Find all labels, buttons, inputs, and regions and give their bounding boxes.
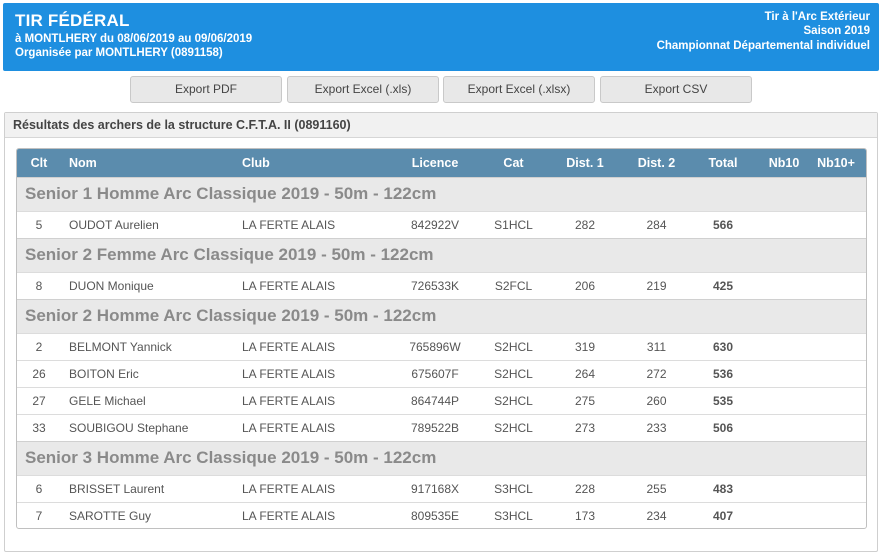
table-row [17, 387, 866, 414]
cell-licence: 809535E [384, 502, 486, 529]
cell-clt: 27 [17, 387, 61, 414]
category-group-title: Senior 1 Homme Arc Classique 2019 - 50m - 122cm [17, 177, 866, 211]
cell-cat: S2FCL [486, 272, 541, 299]
table-row [17, 333, 866, 360]
export-xlsx-button[interactable]: Export Excel (.xlsx) [443, 76, 595, 103]
event-title: TIR FÉDÉRAL [15, 11, 130, 30]
table-row [17, 414, 866, 441]
category-group-row [17, 299, 866, 333]
cell-nb10 [762, 502, 806, 529]
results-table-wrapper [16, 148, 867, 529]
cell-cat: S3HCL [486, 502, 541, 529]
cell-nb10plus [806, 333, 866, 360]
cell-cat: S2HCL [486, 414, 541, 441]
results-table [17, 149, 866, 529]
cell-dist1: 228 [541, 475, 629, 502]
cell-nom: BOITON Eric [61, 360, 234, 387]
cell-nb10plus [806, 360, 866, 387]
cell-dist1: 319 [541, 333, 629, 360]
cell-nb10plus [806, 475, 866, 502]
cell-licence: 765896W [384, 333, 486, 360]
col-header-dist1[interactable]: Dist. 1 [566, 155, 604, 170]
event-location-dates: à MONTLHERY du 08/06/2019 au 09/06/2019 [15, 33, 253, 45]
cell-dist2: 233 [629, 414, 684, 441]
cell-total: 535 [684, 387, 762, 414]
table-row [17, 360, 866, 387]
cell-nom: OUDOT Aurelien [61, 211, 234, 238]
cell-nom: BELMONT Yannick [61, 333, 234, 360]
cell-total: 425 [684, 272, 762, 299]
cell-club: LA FERTE ALAIS [234, 360, 384, 387]
category-group-title: Senior 2 Femme Arc Classique 2019 - 50m - 122cm [17, 238, 866, 272]
cell-licence: 917168X [384, 475, 486, 502]
cell-dist1: 273 [541, 414, 629, 441]
cell-nb10 [762, 360, 806, 387]
col-header-nb10plus[interactable]: Nb10+ [817, 155, 855, 170]
cell-nb10plus [806, 502, 866, 529]
cell-cat: S2HCL [486, 333, 541, 360]
table-header-row [17, 149, 866, 177]
cell-licence: 842922V [384, 211, 486, 238]
col-header-clt[interactable]: Clt [30, 155, 48, 170]
col-header-nb10[interactable]: Nb10 [768, 155, 800, 170]
results-panel [4, 112, 878, 552]
cell-cat: S2HCL [486, 360, 541, 387]
cell-dist1: 264 [541, 360, 629, 387]
export-pdf-button[interactable]: Export PDF [130, 76, 282, 103]
cell-total: 407 [684, 502, 762, 529]
cell-dist2: 272 [629, 360, 684, 387]
cell-clt: 26 [17, 360, 61, 387]
cell-dist2: 234 [629, 502, 684, 529]
panel-title: Résultats des archers de la structure C.F.T.A. II (0891160) [5, 113, 877, 138]
cell-dist1: 282 [541, 211, 629, 238]
cell-club: LA FERTE ALAIS [234, 211, 384, 238]
col-header-cat[interactable]: Cat [503, 155, 524, 170]
event-season: Saison 2019 [803, 25, 870, 37]
cell-dist2: 284 [629, 211, 684, 238]
table-row [17, 272, 866, 299]
cell-nb10 [762, 414, 806, 441]
cell-club: LA FERTE ALAIS [234, 414, 384, 441]
cell-nb10plus [806, 387, 866, 414]
cell-clt: 2 [17, 333, 61, 360]
cell-licence: 726533K [384, 272, 486, 299]
cell-clt: 5 [17, 211, 61, 238]
cell-nb10plus [806, 414, 866, 441]
cell-nom: DUON Monique [61, 272, 234, 299]
cell-nom: BRISSET Laurent [61, 475, 234, 502]
cell-dist2: 255 [629, 475, 684, 502]
cell-licence: 864744P [384, 387, 486, 414]
cell-total: 483 [684, 475, 762, 502]
cell-nb10plus [806, 211, 866, 238]
cell-club: LA FERTE ALAIS [234, 502, 384, 529]
col-header-nom[interactable]: Nom [69, 155, 97, 170]
cell-club: LA FERTE ALAIS [234, 475, 384, 502]
cell-clt: 7 [17, 502, 61, 529]
cell-nb10 [762, 475, 806, 502]
cell-dist1: 173 [541, 502, 629, 529]
cell-total: 630 [684, 333, 762, 360]
cell-cat: S2HCL [486, 387, 541, 414]
cell-nb10plus [806, 272, 866, 299]
cell-cat: S1HCL [486, 211, 541, 238]
cell-nb10 [762, 333, 806, 360]
cell-dist2: 260 [629, 387, 684, 414]
col-header-total[interactable]: Total [708, 155, 738, 170]
cell-nom: SOUBIGOU Stephane [61, 414, 234, 441]
category-group-row [17, 441, 866, 475]
col-header-dist2[interactable]: Dist. 2 [637, 155, 676, 170]
cell-licence: 675607F [384, 360, 486, 387]
category-group-row [17, 177, 866, 211]
cell-clt: 33 [17, 414, 61, 441]
cell-dist2: 219 [629, 272, 684, 299]
event-discipline: Tir à l'Arc Extérieur [764, 11, 870, 23]
cell-nb10 [762, 272, 806, 299]
event-organizer: Organisée par MONTLHERY (0891158) [15, 47, 223, 59]
cell-dist2: 311 [629, 333, 684, 360]
table-row [17, 502, 866, 529]
cell-total: 566 [684, 211, 762, 238]
cell-total: 536 [684, 360, 762, 387]
cell-licence: 789522B [384, 414, 486, 441]
export-xls-button[interactable]: Export Excel (.xls) [287, 76, 439, 103]
cell-dist1: 275 [541, 387, 629, 414]
cell-total: 506 [684, 414, 762, 441]
cell-dist1: 206 [541, 272, 629, 299]
category-group-title: Senior 2 Homme Arc Classique 2019 - 50m - 122cm [17, 299, 866, 333]
cell-clt: 8 [17, 272, 61, 299]
export-toolbar [0, 76, 883, 104]
table-row [17, 475, 866, 502]
cell-club: LA FERTE ALAIS [234, 333, 384, 360]
event-championship: Championnat Départemental individuel [656, 40, 870, 52]
cell-clt: 6 [17, 475, 61, 502]
table-row [17, 211, 866, 238]
cell-nom: GELE Michael [61, 387, 234, 414]
event-header [3, 3, 879, 71]
cell-nb10 [762, 387, 806, 414]
category-group-row [17, 238, 866, 272]
col-header-club[interactable]: Club [242, 155, 270, 170]
cell-cat: S3HCL [486, 475, 541, 502]
results-body [17, 177, 866, 529]
cell-club: LA FERTE ALAIS [234, 272, 384, 299]
cell-nom: SAROTTE Guy [61, 502, 234, 529]
export-csv-button[interactable]: Export CSV [600, 76, 752, 103]
col-header-licence[interactable]: Licence [411, 155, 459, 170]
cell-nb10 [762, 211, 806, 238]
cell-club: LA FERTE ALAIS [234, 387, 384, 414]
category-group-title: Senior 3 Homme Arc Classique 2019 - 50m - 122cm [17, 441, 866, 475]
